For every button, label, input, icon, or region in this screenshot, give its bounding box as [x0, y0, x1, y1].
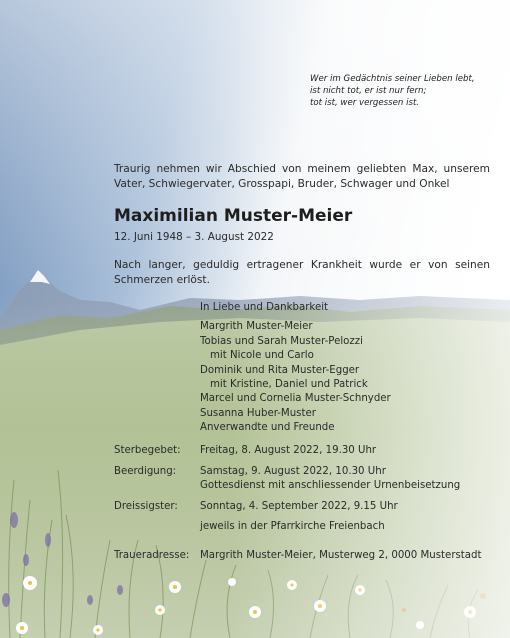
event-label: Beerdigung:	[114, 465, 177, 477]
mourner-line: Margrith Muster-Meier	[200, 321, 313, 333]
event-beerdigung-detail	[114, 479, 482, 494]
mourner-line: Tobias und Sarah Muster-Pelozzi	[200, 335, 363, 347]
memorial-quote	[310, 73, 475, 109]
event-label: Sterbegebet:	[114, 445, 181, 456]
life-dates: 12. Juni 1948 – 3. August 2022	[114, 231, 274, 243]
intro-text: Traurig nehmen wir Abschied von meinem geliebten Max, unserem Vater, Schwiegervater, Grosspapi, Bruder, Schwager und Onkel	[114, 163, 490, 190]
mourner-line: Susanna Huber-Muster	[200, 407, 316, 419]
event-value: Margrith Muster-Meier, Musterweg 2, 0000 Musterstadt	[200, 549, 482, 561]
event-value: jeweils in der Pfarrkirche Freienbach	[200, 521, 385, 532]
event-value: Samstag, 9. August 2022, 10.30 Uhr	[200, 465, 386, 477]
event-address	[114, 549, 482, 564]
deceased-name: Maximilian Muster-Meier	[114, 206, 353, 226]
mourner-line: Anverwandte und Freunde	[200, 422, 335, 434]
event-value: Sonntag, 4. September 2022, 9.15 Uhr	[200, 500, 398, 512]
mourners-list	[200, 301, 391, 436]
passing-text: Nach langer, geduldig ertragener Krankheit wurde er von seinen Schmerzen erlöst.	[114, 259, 490, 286]
mourner-line: Dominik und Rita Muster-Egger	[200, 364, 360, 376]
event-sterbegebet	[114, 444, 482, 459]
mourners-heading: In Liebe und Dankbarkeit	[200, 302, 329, 313]
mourner-line: Marcel und Cornelia Muster-Schnyder	[200, 393, 391, 405]
event-label: Dreissigster:	[114, 500, 178, 512]
quote-line: tot ist, wer vergessen ist.	[310, 98, 420, 108]
mourner-line: mit Kristine, Daniel und Patrick	[210, 379, 368, 391]
event-label: Traueradresse:	[114, 549, 190, 561]
event-value: Freitag, 8. August 2022, 19.30 Uhr	[200, 445, 377, 456]
event-value: Gottesdienst mit anschliessender Urnenbeisetzung	[200, 480, 461, 491]
event-location	[114, 520, 482, 535]
event-beerdigung	[114, 465, 482, 480]
quote-line: Wer im Gedächtnis seiner Lieben lebt,	[310, 74, 475, 84]
event-dreissigster	[114, 500, 482, 515]
events-schedule	[114, 444, 482, 563]
quote-line: ist nicht tot, er ist nur fern;	[310, 86, 427, 96]
mourner-line: mit Nicole und Carlo	[210, 350, 314, 362]
